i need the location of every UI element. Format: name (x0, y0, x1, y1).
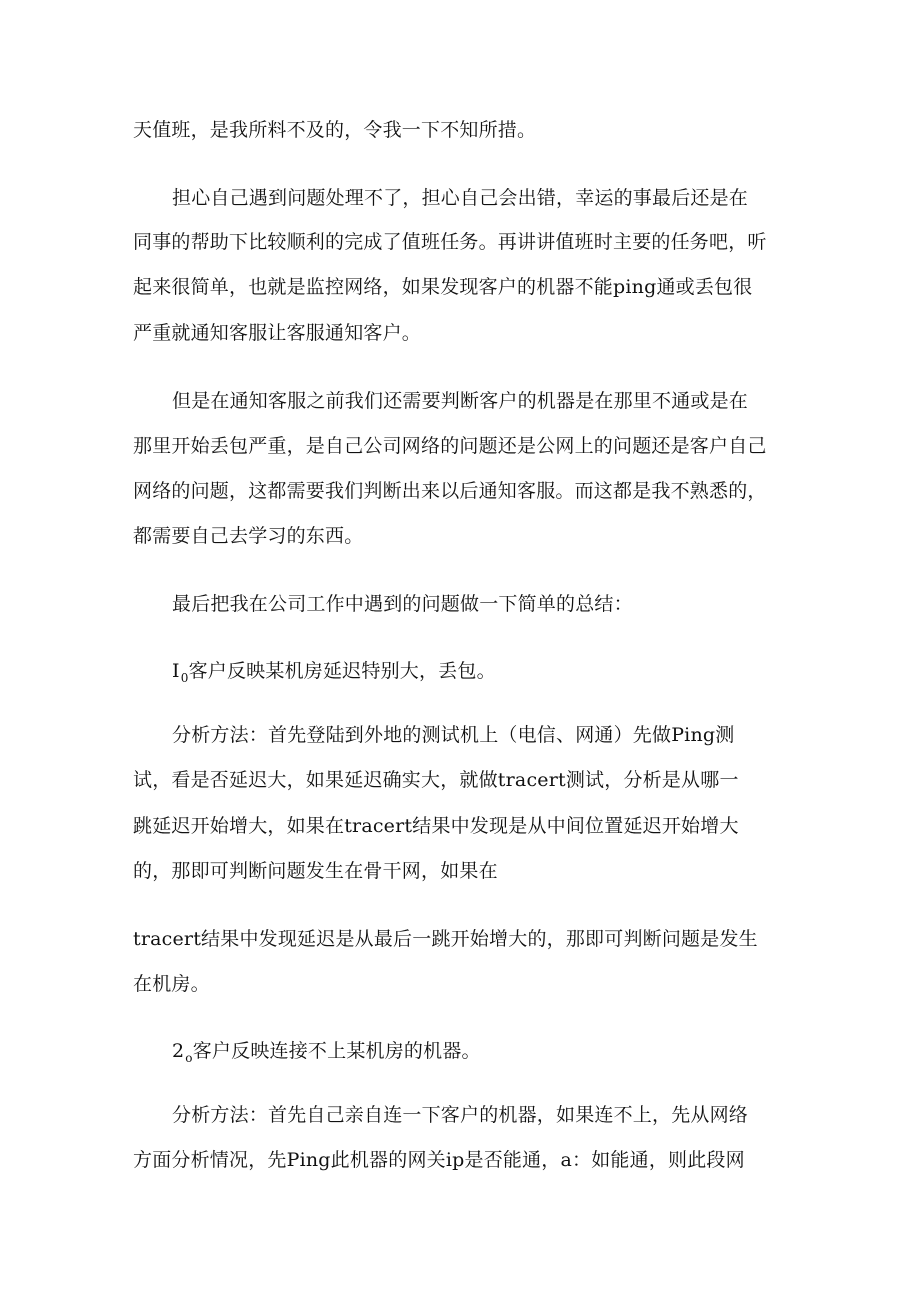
text-line: 跳延迟开始增大，如果在tracert结果中发现是从中间位置延迟开始增大 (133, 815, 739, 837)
list-item-heading (0, 1036, 920, 1066)
paragraph-first-line: 担心自己遇到问题处理不了，担心自己会出错，幸运的事最后还是在 (172, 187, 749, 209)
paragraph-first-line: 分析方法：首先登陆到外地的测试机上（电信、网通）先做Ping测 (172, 724, 735, 746)
text-line: 试，看是否延迟大，如果延迟确实大，就做tracert测试，分析是从哪一 (133, 769, 739, 791)
text-line: tracert结果中发现延迟是从最后一跳开始增大的，那即可判断问题是发生 (133, 928, 758, 950)
text-line: 严重就通知客服让客服通知客户。 (133, 322, 422, 344)
paragraph-first-line: 最后把我在公司工作中遇到的问题做一下简单的总结： (172, 593, 633, 615)
list-item-subscript: o (185, 1051, 193, 1065)
text-line: 方面分析情况，先Ping此机器的网关ip是否能通，a：如能通，则此段网 (133, 1149, 745, 1171)
list-item-text: 客户反映某机房延迟特别大，丢包。 (188, 660, 496, 682)
paragraph-first-line: 但是在通知客服之前我们还需要判断客户的机器是在那里不通或是在 (172, 390, 749, 412)
text-line: 天值班，是我所料不及的，令我一下不知所措。 (133, 119, 537, 141)
text-line: 网络的问题，这都需要我们判断出来以后通知客服。而这都是我不熟悉的， (133, 480, 767, 502)
text-line: 都需要自己去学习的东西。 (133, 525, 364, 547)
list-item-number: I (172, 660, 180, 682)
text-line: 那里开始丢包严重，是自己公司网络的问题还是公网上的问题还是客户自己 (133, 435, 767, 457)
text-line: 的，那即可判断问题发生在骨干网，如果在 (133, 860, 498, 882)
list-item-heading (0, 656, 920, 686)
text-line: 起来很简单，也就是监控网络，如果发现客户的机器不能ping通或丢包很 (133, 276, 753, 298)
list-item-subscript: 0 (180, 671, 189, 685)
list-item-text: 客户反映连接不上某机房的机器。 (192, 1040, 481, 1062)
text-line: 同事的帮助下比较顺利的完成了值班任务。再讲讲值班时主要的任务吧，听 (133, 231, 767, 253)
paragraph-first-line: 分析方法：首先自己亲自连一下客户的机器，如果连不上，先从网络 (172, 1104, 749, 1126)
text-line: 在机房。 (133, 973, 210, 995)
list-item-number: 2 (172, 1040, 185, 1062)
